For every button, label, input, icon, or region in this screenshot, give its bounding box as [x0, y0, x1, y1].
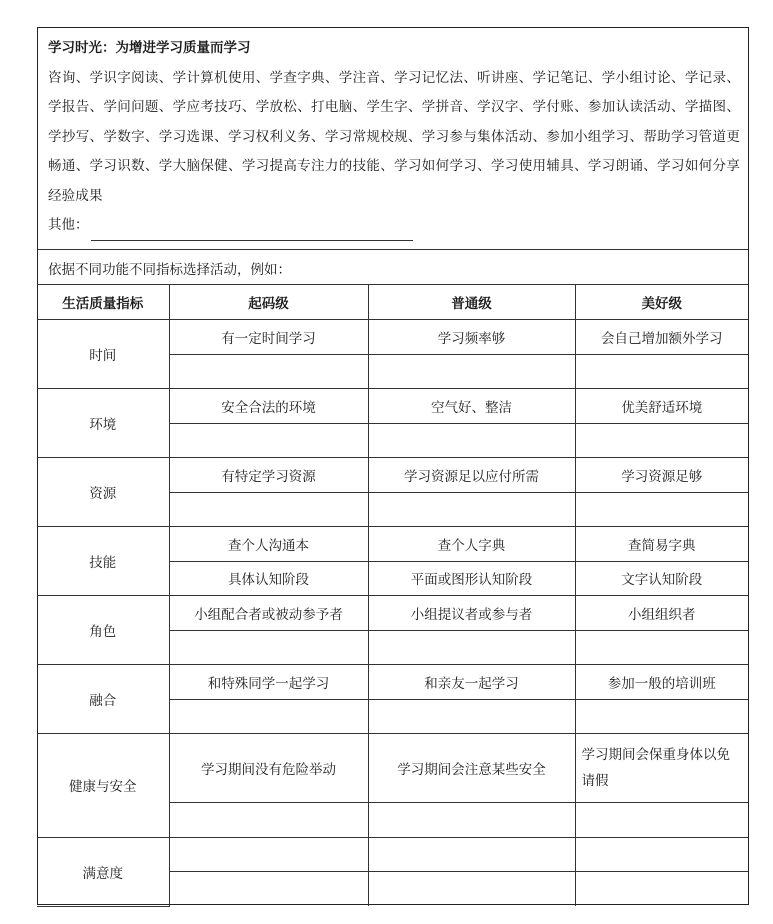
table-row — [37, 320, 748, 355]
table-cell[interactable]: 空气好、整洁 — [368, 389, 575, 424]
table-cell[interactable] — [169, 699, 368, 734]
table-cell[interactable]: 具体认知阶段 — [169, 561, 368, 596]
header-standard: 普通级 — [368, 285, 575, 320]
table-cell[interactable]: 平面或图形认知阶段 — [368, 561, 575, 596]
activity-sheet — [37, 27, 749, 905]
table-cell[interactable] — [575, 837, 748, 872]
table-cell[interactable]: 安全合法的环境 — [169, 389, 368, 424]
table-cell[interactable]: 小组提议者或参与者 — [368, 596, 575, 631]
dimension-cell: 融合 — [37, 665, 169, 734]
table-cell[interactable]: 小组配合者或被动参予者 — [169, 596, 368, 631]
table-cell[interactable] — [368, 630, 575, 665]
table-cell[interactable]: 学习资源足够 — [575, 458, 748, 493]
table-cell[interactable]: 学习频率够 — [368, 320, 575, 355]
section-heading: 学习时光：为增进学习质量而学习 — [48, 40, 251, 56]
table-cell[interactable]: 有一定时间学习 — [169, 320, 368, 355]
table-cell[interactable] — [575, 699, 748, 734]
activity-list-text: 咨询、学识字阅读、学计算机使用、学查字典、学注音、学习记忆法、听讲座、学记笔记、学小组讨论、学记录、学报告、学问问题、学应考技巧、学放松、打电脑、学生字、学拼音、学汉字、学付账、参加认读活动、学描图、学抄写、学数字、学习选课、学习权利义务、学习常规校规、学习参与集体活动、参加小组学习、帮助学习管道更畅通、学习识数、学大脑保健、学习提高专注力的技能、学习如何学习、学习使用辅具、学习朗诵、学习如何分享经验成果 — [48, 69, 740, 204]
table-cell[interactable] — [169, 630, 368, 665]
table-cell[interactable]: 学习期间没有危险举动 — [169, 734, 368, 803]
table-cell[interactable] — [169, 872, 368, 907]
table-cell[interactable]: 学习期间会保重身体以免请假 — [575, 734, 748, 803]
table-cell[interactable] — [169, 354, 368, 389]
table-header-row — [37, 285, 748, 320]
table-cell[interactable] — [575, 803, 748, 838]
table-cell[interactable] — [169, 803, 368, 838]
table-cell[interactable] — [368, 354, 575, 389]
dimension-cell: 满意度 — [37, 837, 169, 906]
other-field — [48, 211, 740, 241]
table-cell[interactable] — [368, 699, 575, 734]
table-cell[interactable]: 参加一般的培训班 — [575, 665, 748, 700]
table-cell[interactable]: 优美舒适环境 — [575, 389, 748, 424]
table-cell[interactable]: 文字认知阶段 — [575, 561, 748, 596]
table-row — [37, 389, 748, 424]
table-cell[interactable]: 学习期间会注意某些安全 — [368, 734, 575, 803]
table-cell[interactable]: 查个人沟通本 — [169, 527, 368, 562]
table-cell[interactable]: 查个人字典 — [368, 527, 575, 562]
table-cell[interactable] — [368, 803, 575, 838]
table-cell[interactable]: 学习资源足以应付所需 — [368, 458, 575, 493]
table-row — [37, 527, 748, 562]
table-row — [37, 837, 748, 872]
table-row — [37, 665, 748, 700]
basis-text: 依据不同功能不同指标选择活动，例如： — [48, 262, 291, 278]
table-cell[interactable]: 和亲友一起学习 — [368, 665, 575, 700]
table-cell[interactable]: 查简易字典 — [575, 527, 748, 562]
table-cell[interactable] — [169, 492, 368, 527]
table-row — [37, 734, 748, 803]
dimension-cell: 健康与安全 — [37, 734, 169, 838]
quality-indicator-table — [37, 284, 748, 907]
table-cell[interactable] — [575, 872, 748, 907]
header-basic: 起码级 — [169, 285, 368, 320]
table-cell[interactable] — [575, 492, 748, 527]
table-cell[interactable] — [575, 423, 748, 458]
dimension-cell: 环境 — [37, 389, 169, 458]
table-cell[interactable]: 会自己增加额外学习 — [575, 320, 748, 355]
dimension-cell: 时间 — [37, 320, 169, 389]
divider — [38, 249, 748, 250]
intro-section — [48, 34, 740, 241]
table-cell[interactable]: 有特定学习资源 — [169, 458, 368, 493]
table-cell[interactable] — [169, 837, 368, 872]
table-cell[interactable] — [368, 837, 575, 872]
other-blank-line[interactable] — [91, 222, 413, 241]
header-excellent: 美好级 — [575, 285, 748, 320]
table-cell[interactable] — [368, 423, 575, 458]
table-row — [37, 458, 748, 493]
dimension-cell: 角色 — [37, 596, 169, 665]
header-indicator: 生活质量指标 — [37, 285, 169, 320]
table-cell[interactable] — [368, 492, 575, 527]
table-cell[interactable] — [169, 423, 368, 458]
other-label: 其他： — [48, 217, 89, 233]
table-cell[interactable]: 小组组织者 — [575, 596, 748, 631]
table-cell[interactable] — [368, 872, 575, 907]
dimension-cell: 技能 — [37, 527, 169, 596]
table-cell[interactable] — [575, 354, 748, 389]
dimension-cell: 资源 — [37, 458, 169, 527]
table-cell[interactable] — [575, 630, 748, 665]
table-row — [37, 596, 748, 631]
table-cell[interactable]: 和特殊同学一起学习 — [169, 665, 368, 700]
